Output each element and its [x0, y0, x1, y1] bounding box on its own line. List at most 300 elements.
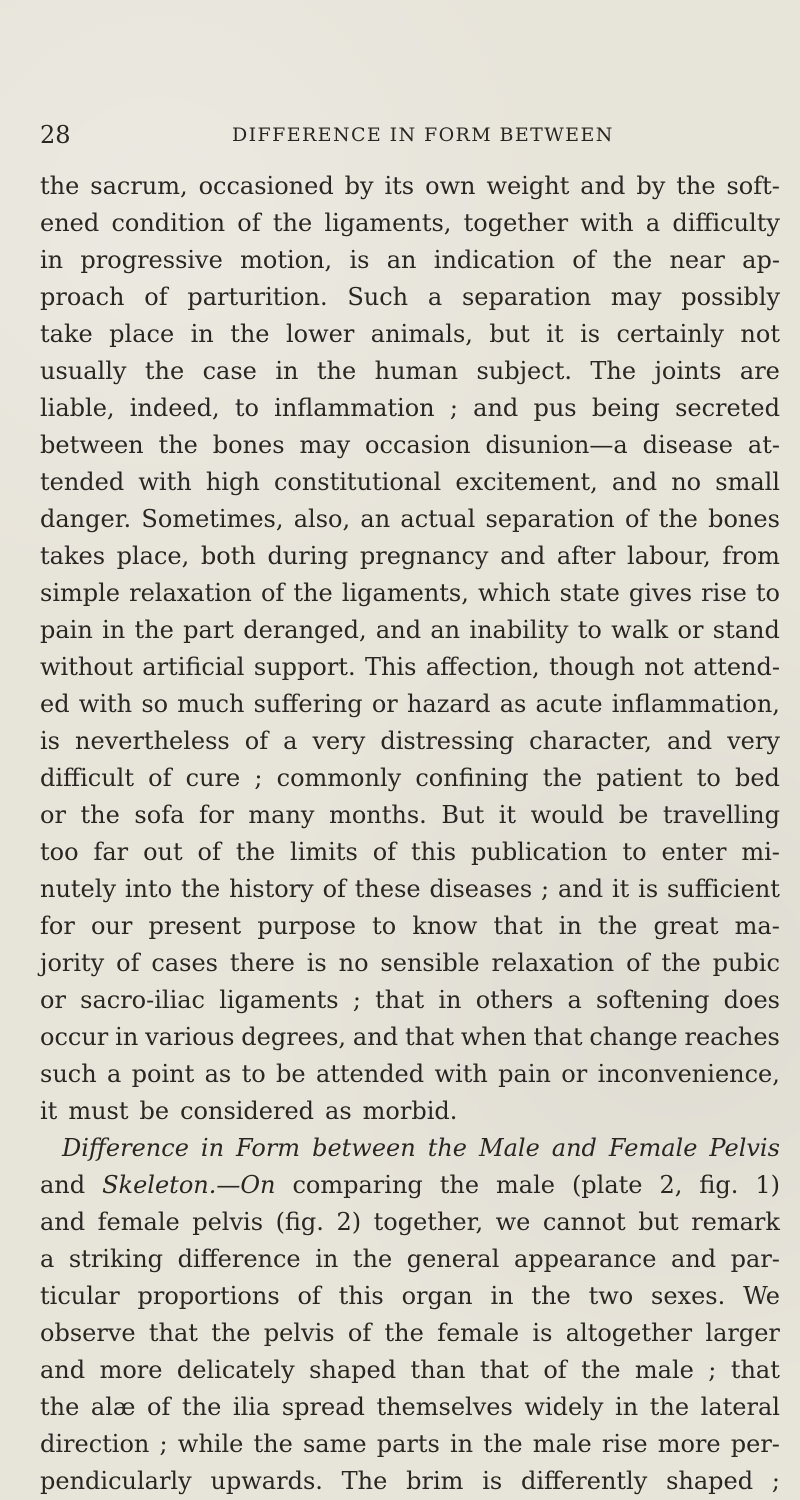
text-word: ma- — [734, 912, 780, 940]
text-word: mi- — [741, 838, 780, 866]
text-word: upwards. — [210, 1467, 323, 1495]
text-word: far — [93, 838, 129, 866]
text-word: usually — [40, 357, 127, 385]
text-line-35 — [40, 1426, 780, 1463]
text-word: a — [427, 283, 443, 311]
text-word: progressive — [80, 246, 223, 274]
text-word: inflammation, — [611, 690, 780, 718]
text-line-26 — [40, 1093, 780, 1130]
text-word: spread — [281, 1393, 365, 1421]
text-word: a — [107, 1060, 122, 1088]
text-word: altogether — [565, 1319, 693, 1347]
text-word: ap- — [742, 246, 780, 274]
text-word: actual — [400, 505, 476, 533]
text-word: relaxation — [491, 949, 615, 977]
text-word: a — [40, 1245, 55, 1273]
text-word: joints — [654, 357, 722, 385]
text-word: in — [490, 1282, 514, 1310]
text-word: the — [427, 1134, 468, 1162]
text-word: of — [624, 505, 649, 533]
text-word: separation — [461, 283, 592, 311]
text-word: more — [99, 1356, 163, 1384]
text-word: motion, — [240, 246, 333, 274]
text-word: and — [40, 1356, 86, 1384]
text-word: Male — [479, 1134, 540, 1162]
text-word: male — [532, 1430, 592, 1458]
text-word: in — [275, 357, 299, 385]
text-word: remark — [691, 1208, 780, 1236]
text-word: and — [557, 875, 604, 903]
text-word: degrees, — [241, 1023, 347, 1051]
text-word: rise — [601, 1430, 648, 1458]
text-word: in — [115, 1023, 139, 1051]
text-word: also, — [293, 505, 351, 533]
text-word: support. — [253, 653, 356, 681]
text-word: We — [743, 1282, 780, 1310]
text-word: ; — [541, 875, 550, 903]
text-word: in — [40, 246, 64, 274]
text-word: fig. — [699, 1171, 739, 1199]
text-word: inconvenience, — [597, 1060, 780, 1088]
text-word: that — [148, 1319, 198, 1347]
text-word: the — [649, 1393, 690, 1421]
text-word: such — [40, 1060, 97, 1088]
text-word: shaped — [666, 1467, 754, 1495]
text-word: same — [302, 1430, 367, 1458]
text-word: by — [636, 172, 666, 200]
text-word: others — [475, 986, 554, 1014]
text-word: striking — [68, 1245, 164, 1273]
text-word: Skeleton.—On — [102, 1171, 276, 1199]
text-word: brim — [406, 1467, 464, 1495]
text-word: enter — [661, 838, 727, 866]
text-word: Female — [608, 1134, 698, 1162]
text-word: cannot — [542, 1208, 626, 1236]
text-word: together — [463, 209, 569, 237]
text-word: simple — [40, 579, 120, 607]
text-word: difficult — [40, 764, 134, 792]
text-word: walk — [611, 616, 669, 644]
text-word: than — [410, 1356, 466, 1384]
text-word: reaches — [684, 1023, 780, 1051]
text-word: bed — [734, 764, 780, 792]
text-word: of — [147, 1393, 171, 1421]
text-word: to — [241, 1060, 266, 1088]
text-word: sensible — [380, 949, 480, 977]
text-word: the — [483, 1430, 523, 1458]
text-word: lower — [285, 320, 355, 348]
text-line-25 — [40, 1056, 780, 1093]
text-word: very — [312, 727, 366, 755]
text-word: the — [531, 1282, 571, 1310]
text-word: so — [141, 690, 169, 718]
text-word: case — [202, 357, 257, 385]
text-line-09 — [40, 464, 780, 501]
text-word: at- — [747, 431, 780, 459]
text-word: Such — [347, 283, 409, 311]
text-word: an — [360, 505, 391, 533]
text-word: the — [40, 1393, 80, 1421]
text-word: or — [677, 616, 704, 644]
text-word: pregnancy — [359, 542, 489, 570]
text-word: and — [500, 542, 546, 570]
text-word: Form — [236, 1134, 301, 1162]
text-word: deranged, — [243, 616, 367, 644]
text-word: suffering — [253, 690, 363, 718]
text-word: would — [530, 801, 605, 829]
text-word: certainly — [616, 320, 724, 348]
text-word: ; — [449, 394, 458, 422]
text-word: of — [260, 579, 285, 607]
text-word: travelling — [662, 801, 780, 829]
text-word: small — [715, 468, 780, 496]
text-word: the — [180, 875, 221, 903]
text-word: or — [561, 1060, 588, 1088]
text-line-23 — [40, 982, 780, 1019]
text-word: to — [577, 616, 602, 644]
text-word: after — [556, 542, 616, 570]
text-word: publication — [471, 838, 608, 866]
text-line-30 — [40, 1241, 780, 1278]
text-word: which — [477, 579, 551, 607]
text-word: sufficient — [667, 875, 780, 903]
text-word: the — [439, 1171, 480, 1199]
text-line-10 — [40, 501, 780, 538]
text-word: the — [272, 209, 313, 237]
text-word: hazard — [406, 690, 491, 718]
text-word: place — [109, 320, 175, 348]
text-word: or — [371, 690, 398, 718]
text-word: with — [580, 209, 634, 237]
text-line-33 — [40, 1352, 780, 1389]
text-line-16 — [40, 723, 780, 760]
text-word: ; — [159, 1430, 168, 1458]
text-word: as — [499, 690, 527, 718]
text-word: male — [496, 1171, 555, 1199]
text-word: indeed, — [129, 394, 220, 422]
text-word: proportions — [137, 1282, 280, 1310]
text-word: it — [611, 875, 630, 903]
text-word: an — [430, 616, 461, 644]
text-word: the — [542, 764, 583, 792]
text-word: it — [40, 1097, 58, 1125]
text-word: too — [40, 838, 79, 866]
text-line-34 — [40, 1389, 780, 1426]
text-word: the — [40, 172, 80, 200]
text-word: tended — [40, 468, 125, 496]
text-word: disunion—a — [485, 431, 628, 459]
text-word: confining — [415, 764, 529, 792]
text-word: female — [437, 1319, 520, 1347]
text-word: own — [425, 172, 476, 200]
text-word: two — [588, 1282, 634, 1310]
text-word: by — [344, 172, 374, 200]
text-word: that — [404, 1023, 454, 1051]
text-word: female — [97, 1208, 180, 1236]
text-word: that — [493, 912, 543, 940]
text-word: these — [354, 875, 421, 903]
text-word: diseases — [429, 875, 533, 903]
page-number: 28 — [40, 121, 71, 149]
text-word: 2, — [659, 1171, 683, 1199]
text-word: indication — [433, 246, 555, 274]
text-word: secreted — [675, 394, 780, 422]
text-word: is — [532, 1319, 553, 1347]
text-word: must — [68, 1097, 129, 1125]
text-word: not — [644, 653, 684, 681]
text-word: it — [546, 320, 564, 348]
text-word: between — [40, 431, 144, 459]
text-word: male — [634, 1356, 694, 1384]
text-word: of — [116, 949, 140, 977]
text-word: the — [134, 616, 174, 644]
text-word: know — [412, 912, 478, 940]
text-word: of — [322, 875, 346, 903]
text-word: limits — [290, 838, 358, 866]
text-word: purpose — [257, 912, 356, 940]
text-word: part — [183, 616, 234, 644]
text-word: ilia — [232, 1393, 271, 1421]
text-word: distressing — [380, 727, 515, 755]
text-word: state — [559, 579, 620, 607]
text-word: sacrum, — [90, 172, 188, 200]
text-word: softening — [595, 986, 710, 1014]
section-heading-line — [40, 1130, 780, 1167]
text-word: inflammation — [274, 394, 435, 422]
text-word: together, — [373, 1208, 484, 1236]
text-word: various — [145, 1023, 235, 1051]
text-word: (plate — [571, 1171, 643, 1199]
text-word: may — [610, 283, 662, 311]
text-word: differently — [520, 1467, 648, 1495]
text-word: that — [479, 1356, 529, 1384]
text-word: general — [406, 1245, 500, 1273]
text-line-06 — [40, 353, 780, 390]
text-word: the — [211, 1319, 251, 1347]
text-line-31 — [40, 1278, 780, 1315]
text-word: (fig. — [275, 1208, 324, 1236]
text-word: animals, — [370, 320, 473, 348]
text-line-21 — [40, 908, 780, 945]
text-word: of — [244, 727, 269, 755]
text-word: or — [40, 986, 66, 1014]
text-word: in — [315, 1245, 339, 1273]
text-word: gives — [628, 579, 693, 607]
text-word: in — [190, 320, 214, 348]
text-word: pendicularly — [40, 1467, 192, 1495]
text-word: for — [40, 912, 75, 940]
text-word: themselves — [376, 1393, 513, 1421]
text-word: shaped — [309, 1356, 397, 1384]
text-word: cure — [185, 764, 241, 792]
text-word: of — [543, 1356, 567, 1384]
text-word: though — [549, 653, 635, 681]
text-word: character, — [529, 727, 652, 755]
text-word: of — [297, 1282, 321, 1310]
text-line-19 — [40, 834, 780, 871]
text-word: and — [473, 394, 519, 422]
text-word: nevertheless — [75, 727, 230, 755]
body-text — [40, 168, 780, 1495]
text-word: sacro-iliac — [80, 986, 205, 1014]
text-word: the — [235, 838, 276, 866]
text-word: par- — [730, 1245, 780, 1273]
text-word: ligaments — [219, 986, 339, 1014]
text-word: pain — [40, 616, 93, 644]
text-word: The — [590, 357, 637, 385]
text-word: great — [653, 912, 719, 940]
text-word: Difference — [62, 1134, 189, 1162]
text-word: and — [40, 1208, 86, 1236]
text-word: is — [638, 875, 659, 903]
text-word: the — [158, 431, 198, 459]
text-word: takes — [40, 542, 106, 570]
text-word: rise — [701, 579, 747, 607]
text-word: as — [204, 1060, 232, 1088]
text-word: in — [558, 912, 582, 940]
text-word: cases — [151, 949, 218, 977]
text-word: labour, — [627, 542, 711, 570]
text-word: and — [670, 1245, 717, 1273]
text-word: ; — [352, 986, 361, 1014]
text-word: but — [638, 1208, 679, 1236]
text-word: without — [40, 653, 133, 681]
text-word: as — [325, 1097, 352, 1125]
text-word: artificial — [142, 653, 245, 681]
text-word: ticular — [40, 1282, 120, 1310]
text-line-12 — [40, 575, 780, 612]
text-word: parts — [376, 1430, 440, 1458]
text-word: and — [611, 468, 658, 496]
text-word: sofa — [134, 801, 185, 829]
text-line-36 — [40, 1463, 780, 1500]
text-word: widely — [524, 1393, 604, 1421]
text-word: the — [253, 1430, 293, 1458]
text-word: larger — [705, 1319, 780, 1347]
text-word: the — [352, 1245, 393, 1273]
text-word: condition — [111, 209, 226, 237]
text-word: to — [372, 912, 397, 940]
text-word: attend- — [693, 653, 780, 681]
text-word: in — [450, 1430, 474, 1458]
text-word: danger. — [40, 505, 132, 533]
text-word: bones — [708, 505, 780, 533]
text-word: appearance — [513, 1245, 657, 1273]
text-word: that — [730, 1356, 780, 1384]
text-word: not — [740, 320, 780, 348]
text-word: with — [434, 1060, 488, 1088]
text-word: ; — [254, 764, 263, 792]
text-word: the — [612, 246, 653, 274]
text-word: the — [384, 1319, 424, 1347]
text-word: be — [276, 1060, 306, 1088]
text-word: difficulty — [672, 209, 780, 237]
text-word: The — [341, 1467, 388, 1495]
text-word: of — [148, 764, 172, 792]
text-line-03 — [40, 242, 780, 279]
text-word: excitement, — [455, 468, 598, 496]
text-word: direction — [40, 1430, 150, 1458]
text-word: is — [306, 949, 327, 977]
text-word: the — [80, 801, 120, 829]
text-word: months. — [329, 801, 427, 829]
text-word: in — [615, 1393, 639, 1421]
text-word: pelvis — [263, 1319, 335, 1347]
text-word: the — [293, 579, 333, 607]
text-word: the — [181, 1393, 222, 1421]
text-word: of — [626, 949, 650, 977]
text-line-32 — [40, 1315, 780, 1352]
text-word: may — [299, 431, 351, 459]
text-word: with — [138, 468, 192, 496]
text-word: 2) — [336, 1208, 362, 1236]
text-word: nutely — [40, 875, 116, 903]
text-line-13 — [40, 612, 780, 649]
text-line-08 — [40, 427, 780, 464]
text-word: we — [495, 1208, 531, 1236]
text-word: the — [230, 320, 270, 348]
text-word: the — [581, 1356, 621, 1384]
text-word: and — [352, 1023, 399, 1051]
text-word: our — [90, 912, 133, 940]
text-word: pain — [498, 1060, 551, 1088]
text-line-29 — [40, 1204, 780, 1241]
text-word: no — [671, 468, 702, 496]
text-word: this — [338, 1282, 384, 1310]
text-word: Pelvis — [709, 1134, 780, 1162]
text-word: comparing — [292, 1171, 423, 1199]
text-word: and — [551, 1134, 597, 1162]
text-word: are — [739, 357, 780, 385]
text-word: the — [316, 357, 357, 385]
text-word: for — [198, 801, 234, 829]
text-word: to — [696, 764, 721, 792]
text-word: human — [374, 357, 459, 385]
text-line-15 — [40, 686, 780, 723]
text-word: out — [143, 838, 183, 866]
text-word: point — [131, 1060, 195, 1088]
text-word: no — [338, 949, 369, 977]
text-word: ligaments, — [341, 579, 469, 607]
text-word: is — [349, 246, 370, 274]
page-header — [0, 120, 800, 150]
text-word: when — [460, 1023, 527, 1051]
text-word: ligaments, — [324, 209, 452, 237]
text-word: ed — [40, 690, 70, 718]
text-word: observe — [40, 1319, 136, 1347]
text-word: occasioned — [198, 172, 334, 200]
text-word: weight — [486, 172, 570, 200]
text-word: soft- — [726, 172, 780, 200]
text-word: but — [489, 320, 530, 348]
text-word: is — [40, 727, 60, 755]
text-word: many — [248, 801, 315, 829]
text-word: of — [372, 838, 397, 866]
text-word: constitutional — [273, 468, 442, 496]
text-word: the — [658, 505, 698, 533]
text-word: in — [438, 986, 462, 1014]
text-word: relaxation — [129, 579, 252, 607]
text-word: to — [755, 579, 780, 607]
text-word: change — [589, 1023, 678, 1051]
text-word: an — [386, 246, 417, 274]
text-word: jority — [40, 949, 105, 977]
text-word: the — [144, 357, 185, 385]
text-word: and — [666, 727, 713, 755]
text-word: patient — [596, 764, 683, 792]
text-word: place, — [116, 542, 190, 570]
running-head: DIFFERENCE IN FORM BETWEEN — [232, 124, 614, 146]
